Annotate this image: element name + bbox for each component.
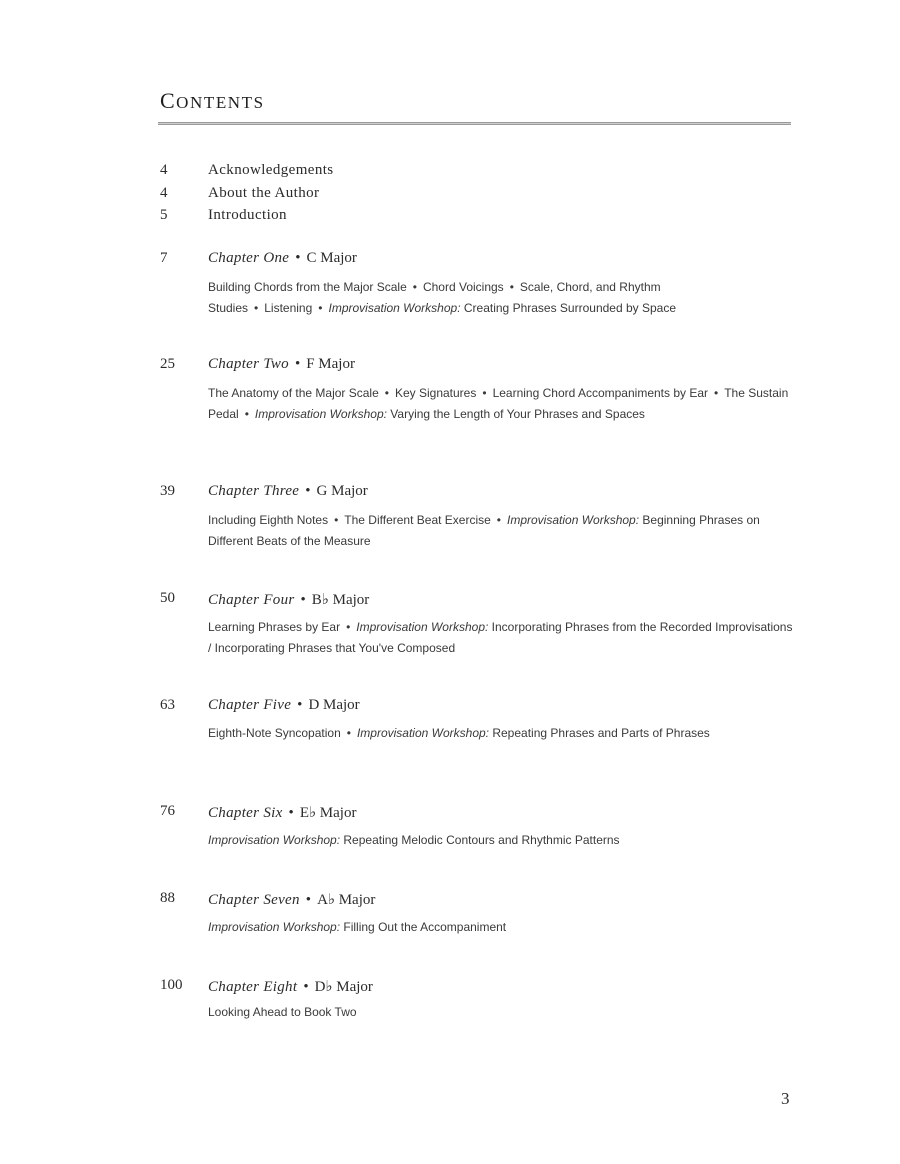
chapter-description	[208, 617, 793, 659]
chapter-description	[208, 723, 793, 744]
workshop-topic: Varying the Length of Your Phrases and Spaces	[390, 407, 645, 421]
front-entry-about-author: About the Author	[208, 185, 320, 201]
chapter-label: Chapter Four	[208, 592, 295, 608]
workshop-topic: Filling Out the Accompaniment	[343, 920, 507, 934]
chapter-label: Chapter Eight	[208, 979, 298, 995]
workshop-topic: Repeating Phrases and Parts of Phrases	[492, 726, 710, 740]
bullet-icon: •	[305, 892, 312, 908]
chapter-heading	[208, 890, 375, 909]
bullet-icon: •	[334, 513, 339, 527]
workshop-topic: Beginning Phrases on Different Beats of the Measure	[208, 513, 760, 548]
topic: Building Chords from the Major Scale	[208, 280, 407, 294]
chapter-key: D♭ Major	[314, 979, 373, 995]
topic: Learning Chord Accompaniments by Ear	[492, 386, 709, 400]
chapter-description	[208, 1002, 793, 1023]
workshop-label: Improvisation Workshop:	[507, 513, 640, 527]
chapter-heading	[208, 977, 373, 996]
chapter-page-number: 63	[160, 697, 175, 713]
chapter-page-number: 88	[160, 890, 175, 906]
bullet-icon: •	[303, 979, 309, 995]
chapter-heading	[208, 483, 368, 500]
chapter-label: Chapter Three	[208, 483, 300, 499]
workshop-label: Improvisation Workshop:	[328, 301, 461, 315]
bullet-icon: •	[295, 250, 301, 266]
chapter-page-number: 39	[160, 483, 175, 499]
chapter-heading	[208, 590, 369, 609]
chapter-key: D Major	[308, 697, 360, 713]
chapter-label: Chapter Seven	[208, 892, 300, 908]
bullet-icon: •	[318, 301, 323, 315]
workshop-label: Improvisation Workshop:	[356, 726, 489, 740]
bullet-icon: •	[288, 805, 294, 821]
title-rule	[158, 122, 791, 125]
workshop-label: Improvisation Workshop:	[356, 620, 489, 634]
bullet-icon: •	[305, 483, 311, 499]
chapter-key: B♭ Major	[311, 592, 370, 608]
chapter-description	[208, 917, 793, 938]
bullet-icon: •	[482, 386, 487, 400]
workshop-label: Improvisation Workshop:	[208, 920, 341, 934]
topic: Learning Phrases by Ear	[208, 620, 341, 634]
bullet-icon: •	[412, 280, 417, 294]
chapter-key: E♭ Major	[299, 805, 357, 821]
bullet-icon: •	[509, 280, 514, 294]
topic: The Different Beat Exercise	[344, 513, 491, 527]
topic: Looking Ahead to Book Two	[208, 1005, 357, 1019]
chapter-description	[208, 383, 793, 425]
chapter-label: Chapter Two	[208, 356, 289, 372]
chapter-key: G Major	[316, 483, 368, 499]
bullet-icon: •	[346, 620, 351, 634]
bullet-icon: •	[244, 407, 249, 421]
bullet-icon: •	[297, 697, 303, 713]
chapter-key: F Major	[306, 356, 355, 372]
chapter-page-number: 76	[160, 803, 175, 819]
front-page-number: 4	[160, 185, 168, 201]
bullet-icon: •	[384, 386, 389, 400]
bullet-icon: •	[496, 513, 501, 527]
chapter-key: C Major	[306, 250, 357, 266]
bullet-icon: •	[254, 301, 259, 315]
workshop-topic: Repeating Melodic Contours and Rhythmic Patterns	[343, 833, 620, 847]
workshop-topic: Creating Phrases Surrounded by Space	[463, 301, 677, 315]
page-number: 3	[781, 1089, 790, 1108]
page-title: CONTENTS	[160, 88, 265, 113]
bullet-icon: •	[714, 386, 719, 400]
topic: Including Eighth Notes	[208, 513, 329, 527]
chapter-key: A♭ Major	[317, 892, 376, 908]
front-entry-acknowledgements: Acknowledgements	[208, 162, 334, 178]
topic: Eighth-Note Syncopation	[208, 726, 341, 740]
topic: Scale, Chord, and Rhythm Studies	[208, 280, 661, 315]
workshop-topic: Incorporating Phrases from the Recorded Improvisations / Incorporating Phrases that You've Composed	[208, 620, 793, 655]
chapter-description	[208, 277, 793, 319]
chapter-page-number: 7	[160, 250, 168, 266]
front-page-number: 4	[160, 162, 168, 178]
chapter-description	[208, 510, 793, 552]
chapter-heading	[208, 356, 355, 373]
topic: The Sustain Pedal	[208, 386, 789, 421]
chapter-label: Chapter Six	[208, 805, 283, 821]
topic: The Anatomy of the Major Scale	[208, 386, 379, 400]
topic: Chord Voicings	[422, 280, 504, 294]
bullet-icon: •	[294, 356, 301, 372]
bullet-icon: •	[346, 726, 351, 740]
bullet-icon: •	[300, 592, 306, 608]
chapter-page-number: 50	[160, 590, 175, 606]
chapter-heading	[208, 697, 360, 714]
chapter-label: Chapter Five	[208, 697, 292, 713]
workshop-label: Improvisation Workshop:	[208, 833, 341, 847]
chapter-heading	[208, 250, 357, 267]
chapter-description	[208, 830, 793, 851]
chapter-heading	[208, 803, 356, 822]
front-entry-introduction: Introduction	[208, 207, 287, 223]
front-page-number: 5	[160, 207, 168, 223]
chapter-page-number: 100	[160, 977, 183, 993]
workshop-label: Improvisation Workshop:	[254, 407, 387, 421]
topic: Listening	[264, 301, 313, 315]
chapter-label: Chapter One	[208, 250, 290, 266]
chapter-page-number: 25	[160, 356, 175, 372]
topic: Key Signatures	[394, 386, 477, 400]
